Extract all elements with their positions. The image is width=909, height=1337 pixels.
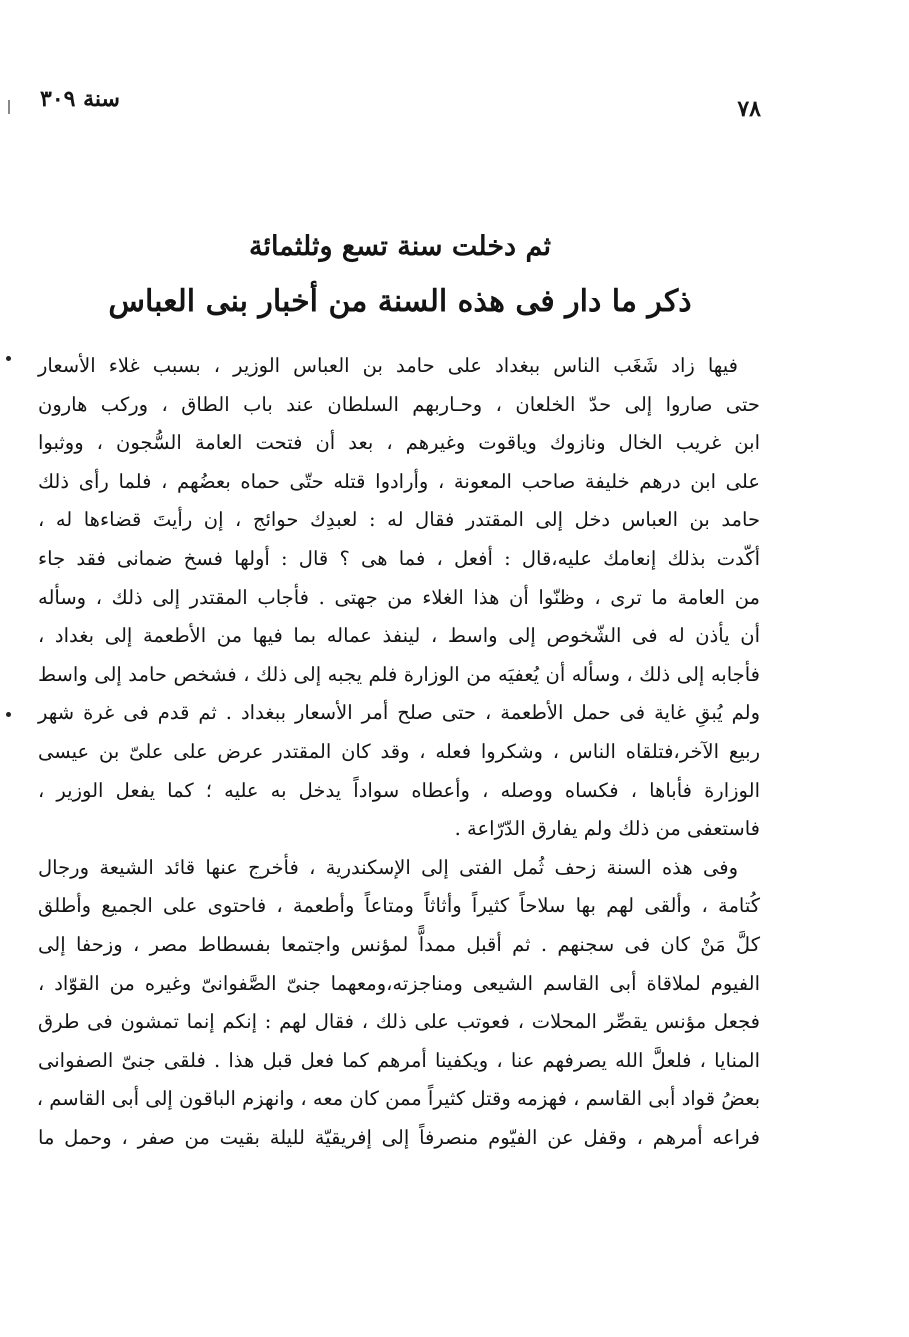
text-line: من العامة ما ترى ، وظنّوا أن هذا الغلاء من جهتى . فأجاب المقتدر إلى ذلك ، وسأله	[38, 585, 760, 609]
text-line: على ابن درهم خليفة صاحب المعونة ، وأرادوا قتله حتّى حماه بعضُهم ، فلما رأى ذلك	[38, 469, 760, 493]
text-line: فأجابه إلى ذلك ، وسأله أن يُعفيَه من الوزارة فلم يجبه إلى ذلك ، فشخص حامد إلى واسط	[38, 662, 760, 686]
text-line: أن يأذن له فى الشّخوص إلى واسط ، لينفذ عماله بما فيها من الأطعمة إلى بغداد ،	[38, 624, 760, 648]
paragraph-1	[38, 347, 760, 849]
paragraph-2	[38, 849, 760, 1158]
text-line: الوزارة فأباها ، فكساه ووصله ، وأعطاه سواداً يدخل به عليه ؛ كما يفعل الوزير ،	[38, 778, 760, 802]
text-line: فجعل مؤنس يقصِّر المحلات ، فعوتب على ذلك ، فقال لهم : إنكم إنما تمشون فى طرق	[38, 1010, 760, 1034]
text-line: أكّدت بذلك إنعامك عليه،قال : أفعل ، فما هى ؟ قال : أولها فسخ ضمانى فقد جاء	[38, 546, 760, 570]
chapter-title: ثم دخلت سنة تسع وثلثمائة	[249, 231, 551, 262]
text-line: الفيوم لملاقاة أبى القاسم الشيعى ومناجزته،ومعهما جنىّ الصَّفوانىّ وغيره من القوّاد ،	[38, 971, 760, 995]
text-line: فيها زاد شَغَب الناس ببغداد على حامد بن العباس الوزير ، بسبب غلاء الأسعار	[38, 354, 738, 377]
body-text	[38, 347, 760, 1157]
text-line: حتى صاروا إلى حدّ الخلعان ، وحـاربهم السلطان عند باب الطاق ، وركب هارون	[38, 392, 760, 416]
text-line: المنايا ، فلعلَّ الله يصرفهم عنا ، ويكفينا أمرهم كما فعل قبل هذا . فلقى جنىّ الصفوانى	[38, 1048, 760, 1072]
page-number: ٧٨	[737, 96, 761, 122]
margin-dot	[6, 356, 11, 361]
running-header-year: سنة ٣٠٩	[40, 86, 120, 112]
text-line: فراعه أمرهم ، وقفل عن الفيّوم منصرفاً إلى إفريقيّة لليلة بقيت من صفر ، وحمل ما	[38, 1125, 760, 1149]
text-line: فاستعفى من ذلك ولم يفارق الدّرّاعة .	[454, 817, 760, 841]
margin-dot	[6, 712, 11, 717]
text-line: كلَّ مَنْ كان فى سجنهم . ثم أقبل ممداًّ لمؤنس واجتمعا بفسطاط مصر ، وزحفا إلى	[38, 932, 760, 956]
text-line: وفى هذه السنة زحف ثُمل الفتى إلى الإسكندرية ، فأخرج عنها قائد الشيعة ورجال	[38, 855, 738, 879]
text-line: حامد بن العباس دخل إلى المقتدر فقال له : لعبدِك حوائج ، إن رأيتَ قضاءها له ،	[38, 508, 760, 532]
chapter-headings	[40, 226, 760, 324]
text-line: ولم يُبقِ غاية فى حمل الأطعمة ، حتى صلح أمر الأسعار ببغداد . ثم قدم فى غرة شهر	[38, 701, 760, 725]
section-title: ذكر ما دار فى هذه السنة من أخبار بنى العباس	[108, 284, 692, 319]
text-line: ابن غريب الخال ونازوك وياقوت وغيرهم ، بعد أن فتحت العامة السُّجون ، ووثبوا	[38, 431, 760, 455]
text-line: بعضُ قواد أبى القاسم ، فهزمه وقتل كثيراً ممن كان معه ، وانهزم الباقون إلى أبى القاسم ،	[36, 1087, 760, 1111]
text-line: كُتامة ، وألقى لهم بها سلاحاً كثيراً وأثاثاً ومتاعاً وأطعمة ، فاحتوى على الجميع وأطلق	[38, 894, 760, 918]
text-line: ربيع الآخر،فتلقاه الناس ، وشكروا فعله ، وقد كان المقتدر عرض على علىّ بن عيسى	[38, 739, 760, 763]
edge-mark	[8, 100, 10, 114]
